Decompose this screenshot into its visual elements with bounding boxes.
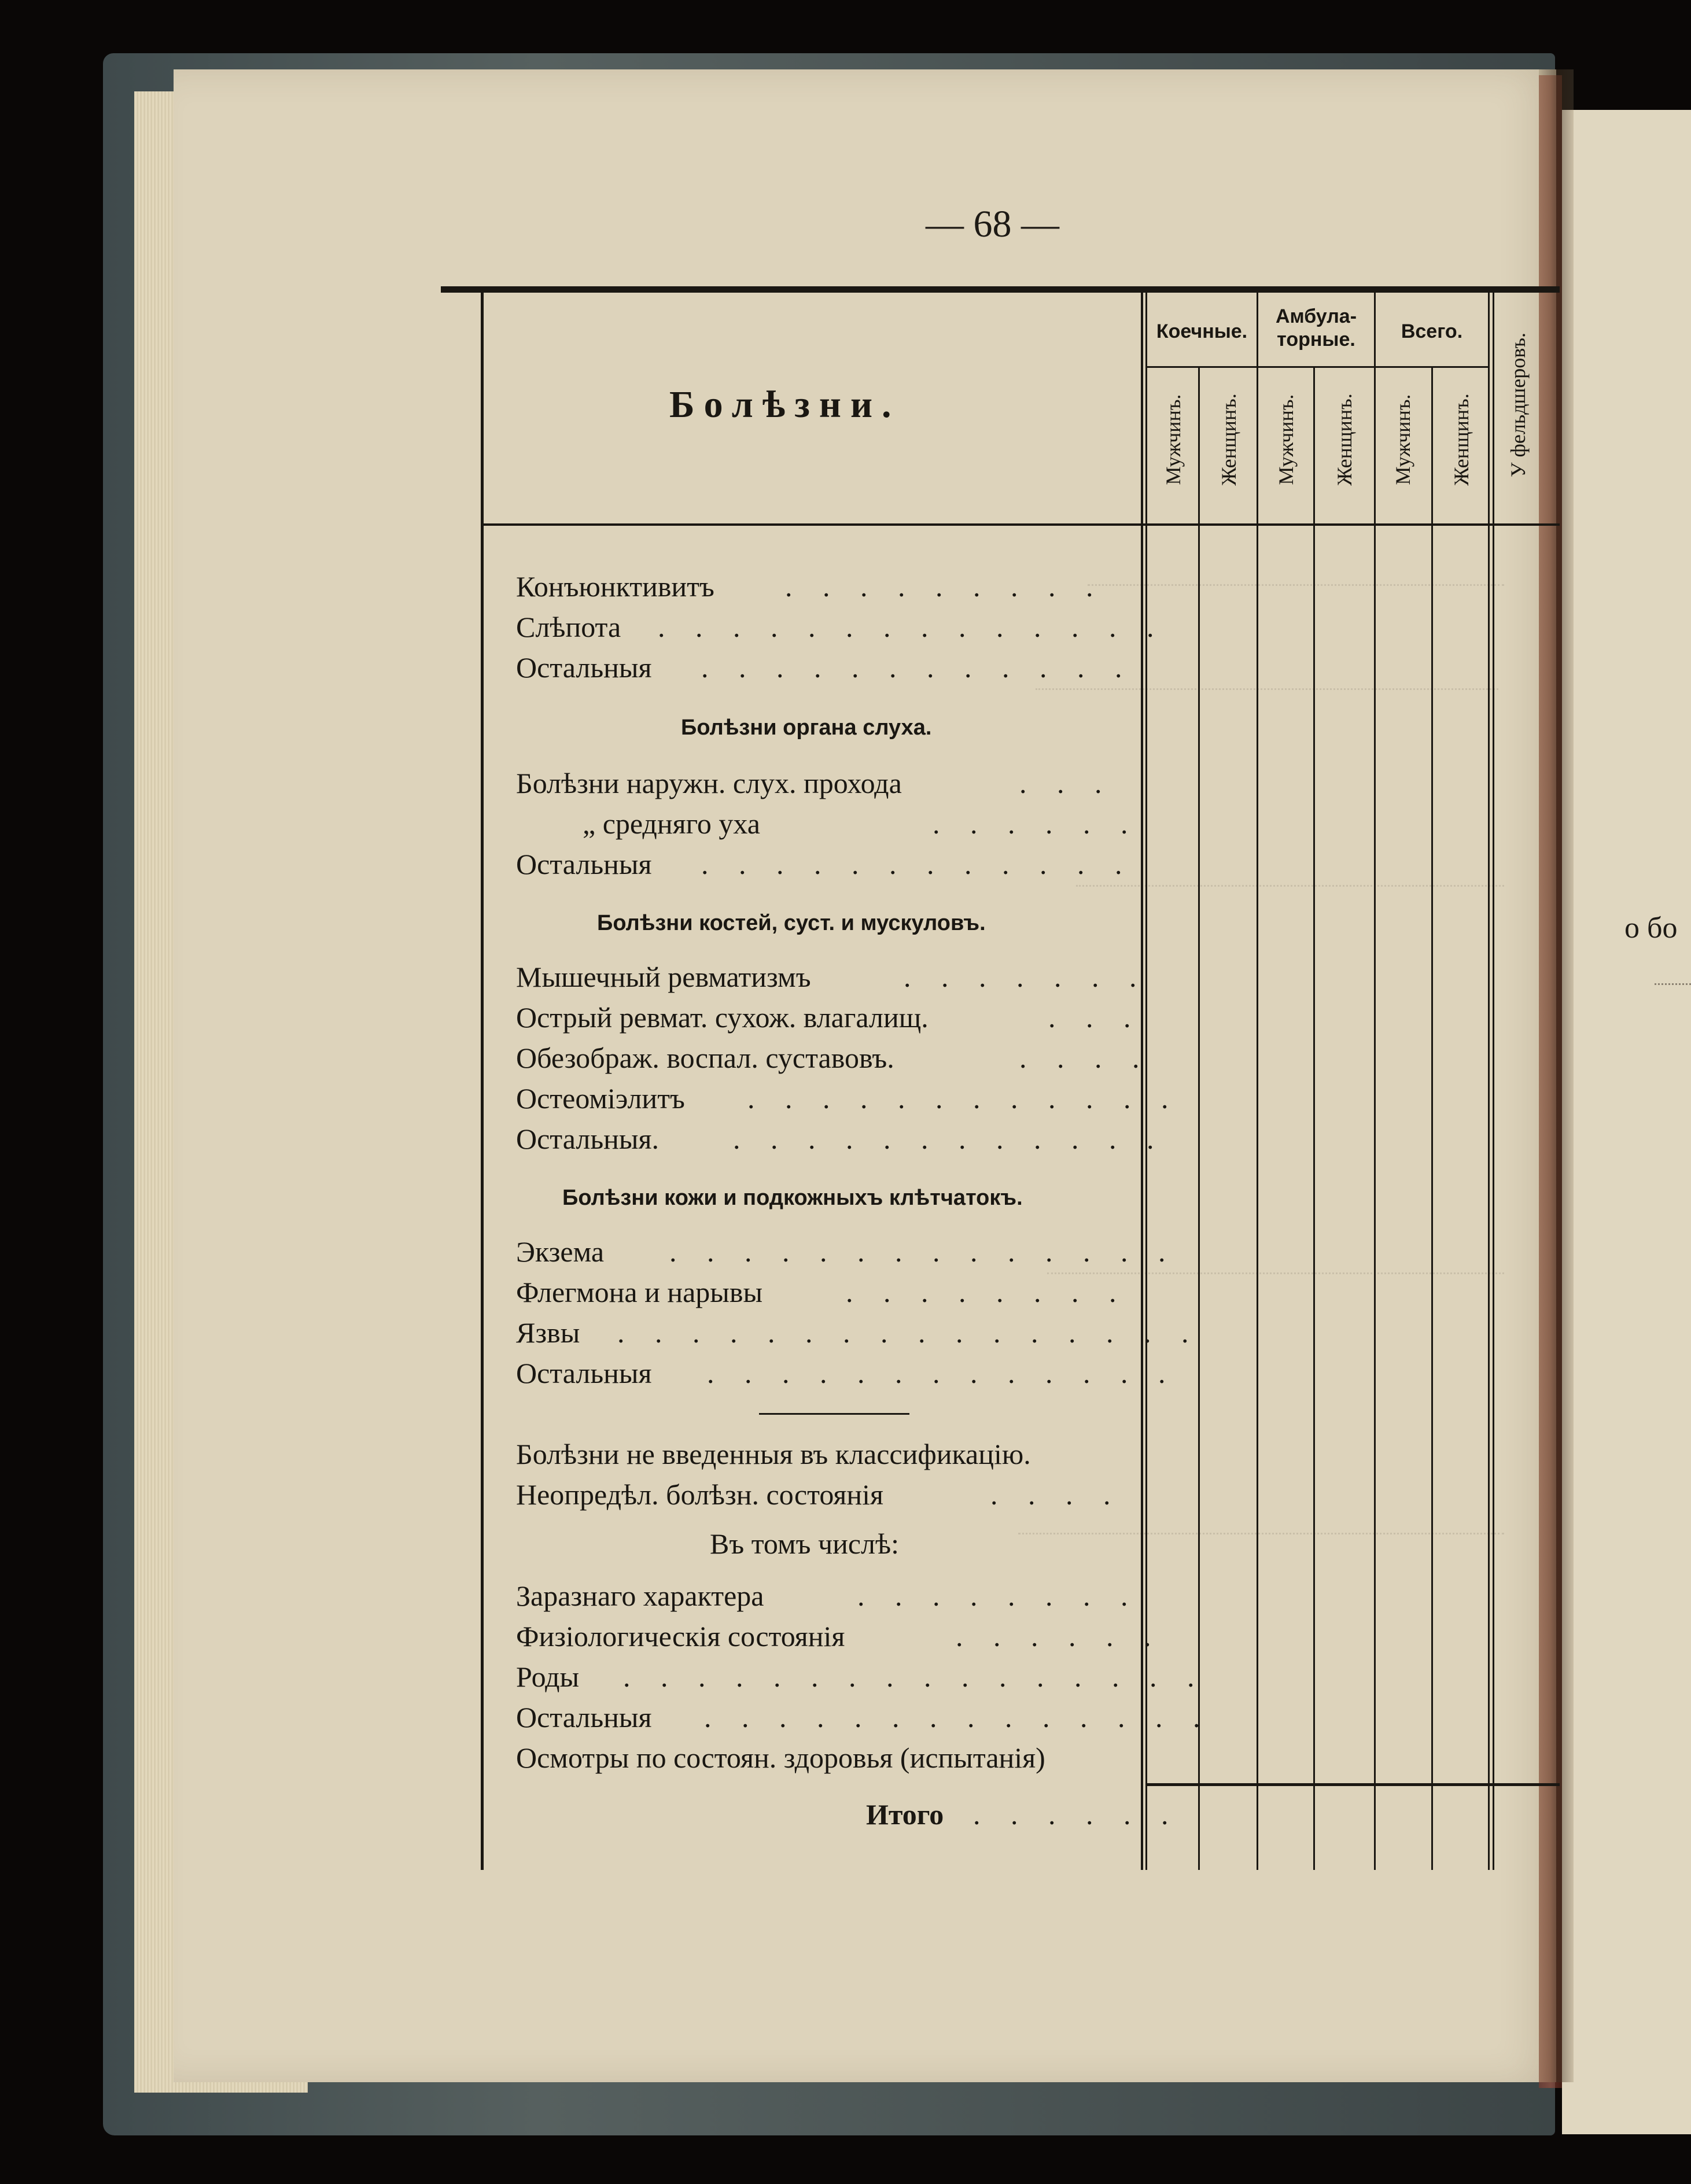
total-label: Итого — [866, 1798, 944, 1831]
group-outpatient: Амбула- торные. — [1275, 305, 1357, 351]
row-examinations: Осмотры по состоян. здоровья (испытанія) — [516, 1742, 1045, 1774]
group-inpatient: Коечные. — [1156, 320, 1248, 342]
col-total-men: Мужчинъ. — [1391, 394, 1414, 485]
left-border — [481, 293, 484, 1870]
col-feldsher: У фельдшеровъ. — [1506, 333, 1530, 477]
facing-page-fragment: о бо — [1624, 912, 1678, 945]
row-other-bones: Остальныя. — [516, 1123, 659, 1155]
row-births: Роды — [516, 1661, 580, 1693]
page-number: — 68 — — [926, 203, 1059, 245]
row-other-ear: Остальныя — [516, 848, 652, 880]
column-title: Болѣзни. — [669, 383, 901, 426]
top-rule — [441, 286, 1560, 293]
facing-page — [1562, 110, 1691, 2134]
including-heading: Въ томъ числѣ: — [710, 1528, 900, 1560]
row-contagious: Заразнаго характера — [516, 1580, 764, 1612]
row-blindness: Слѣпота — [516, 611, 621, 643]
col-total-women: Женщинъ. — [1450, 393, 1473, 486]
disease-table: Болѣзни. Коечные. Амбула- торные. Всего. Мужчинъ. Женщинъ. Мужчинъ. Женщинъ. Мужчинъ. Женщинъ. У фельдшеровъ. Конъюнктивитъ . . . . . . . . . Слѣпота . . . . . . . . . . . . . . Остальныя . . . . . . . . . . . . Болѣзни органа слуха. Болѣзни наружн. слух. прохода . . . „ средняго уха . . . . . . Остальныя . . . . . . . . . . . . Болѣзни костей, суст. и мускуловъ. Мышечный ревматизмъ . . . . . . . Острый ревмат. сухож. влагалищ. . . . Обезображ. воспал. суставовъ. . . . . Остеоміэлитъ . . . . . . . . . . . . Остальныя. . . . . . . . . . . . . Болѣзни кожи и подкожныхъ клѣтчатокъ. Экзема . . . . . . . . . . . . . . Флегмона и нарывы . . . . . . . . Язвы . . . . . . . . . . . . . . . . Остальныя . . . . . . . . . . . . . Болѣзни не введенныя въ классификацію. Неопредѣл. болѣзн. состоянія . . . . Въ томъ числѣ: Заразнаго характера . . . . . . . . Физіологическія состоянія . . . . . . Роды . . . . . . . . . . . . . . . . Остальныя . . . . . . . . . . . . . . Осмотры по состоян. здоровья (испытанія) Итого . . . . . . — [441, 286, 1560, 1870]
facing-page-rule — [1655, 983, 1691, 986]
col-inpatient-men: Мужчинъ. — [1162, 394, 1185, 485]
row-ear-external: Болѣзни наружн. слух. прохода — [516, 767, 902, 799]
total-rule — [1147, 1783, 1560, 1786]
row-eczema: Экзема — [516, 1235, 605, 1268]
row-joint-inflammation: Обезображ. воспал. суставовъ. — [516, 1042, 894, 1074]
row-other-eye: Остальныя — [516, 651, 652, 684]
section-ear: Болѣзни органа слуха. — [681, 715, 932, 740]
row-acute-rheumatism: Острый ревмат. сухож. влагалищ. — [516, 1001, 929, 1034]
row-osteomyelitis: Остеоміэлитъ — [516, 1082, 685, 1115]
header-rule — [481, 523, 1560, 526]
col-inpatient-women: Женщинъ. — [1217, 393, 1240, 486]
col-outpatient-men: Мужчинъ. — [1274, 394, 1298, 485]
row-physiological: Физіологическія состоянія — [516, 1620, 845, 1652]
row-undetermined: Неопредѣл. болѣзн. состоянія — [516, 1478, 884, 1511]
row-phlegmon: Флегмона и нарывы — [516, 1276, 763, 1308]
row-unclassified: Болѣзни не введенныя въ классификацію. — [516, 1438, 1031, 1470]
divider — [759, 1413, 909, 1415]
col-outpatient-women: Женщинъ. — [1333, 393, 1356, 486]
row-other-including: Остальныя — [516, 1701, 652, 1733]
row-muscle-rheumatism: Мышечный ревматизмъ — [516, 961, 811, 993]
section-bones: Болѣзни костей, суст. и мускуловъ. — [597, 911, 986, 935]
row-ulcers: Язвы — [516, 1316, 580, 1349]
section-skin: Болѣзни кожи и подкожныхъ клѣтчатокъ. — [562, 1186, 1023, 1210]
row-other-skin: Остальныя — [516, 1357, 652, 1389]
row-ear-middle: „ средняго уха — [583, 807, 760, 840]
row-conjunctivitis: Конъюнктивитъ — [516, 570, 714, 603]
group-total: Всего. — [1401, 320, 1463, 342]
